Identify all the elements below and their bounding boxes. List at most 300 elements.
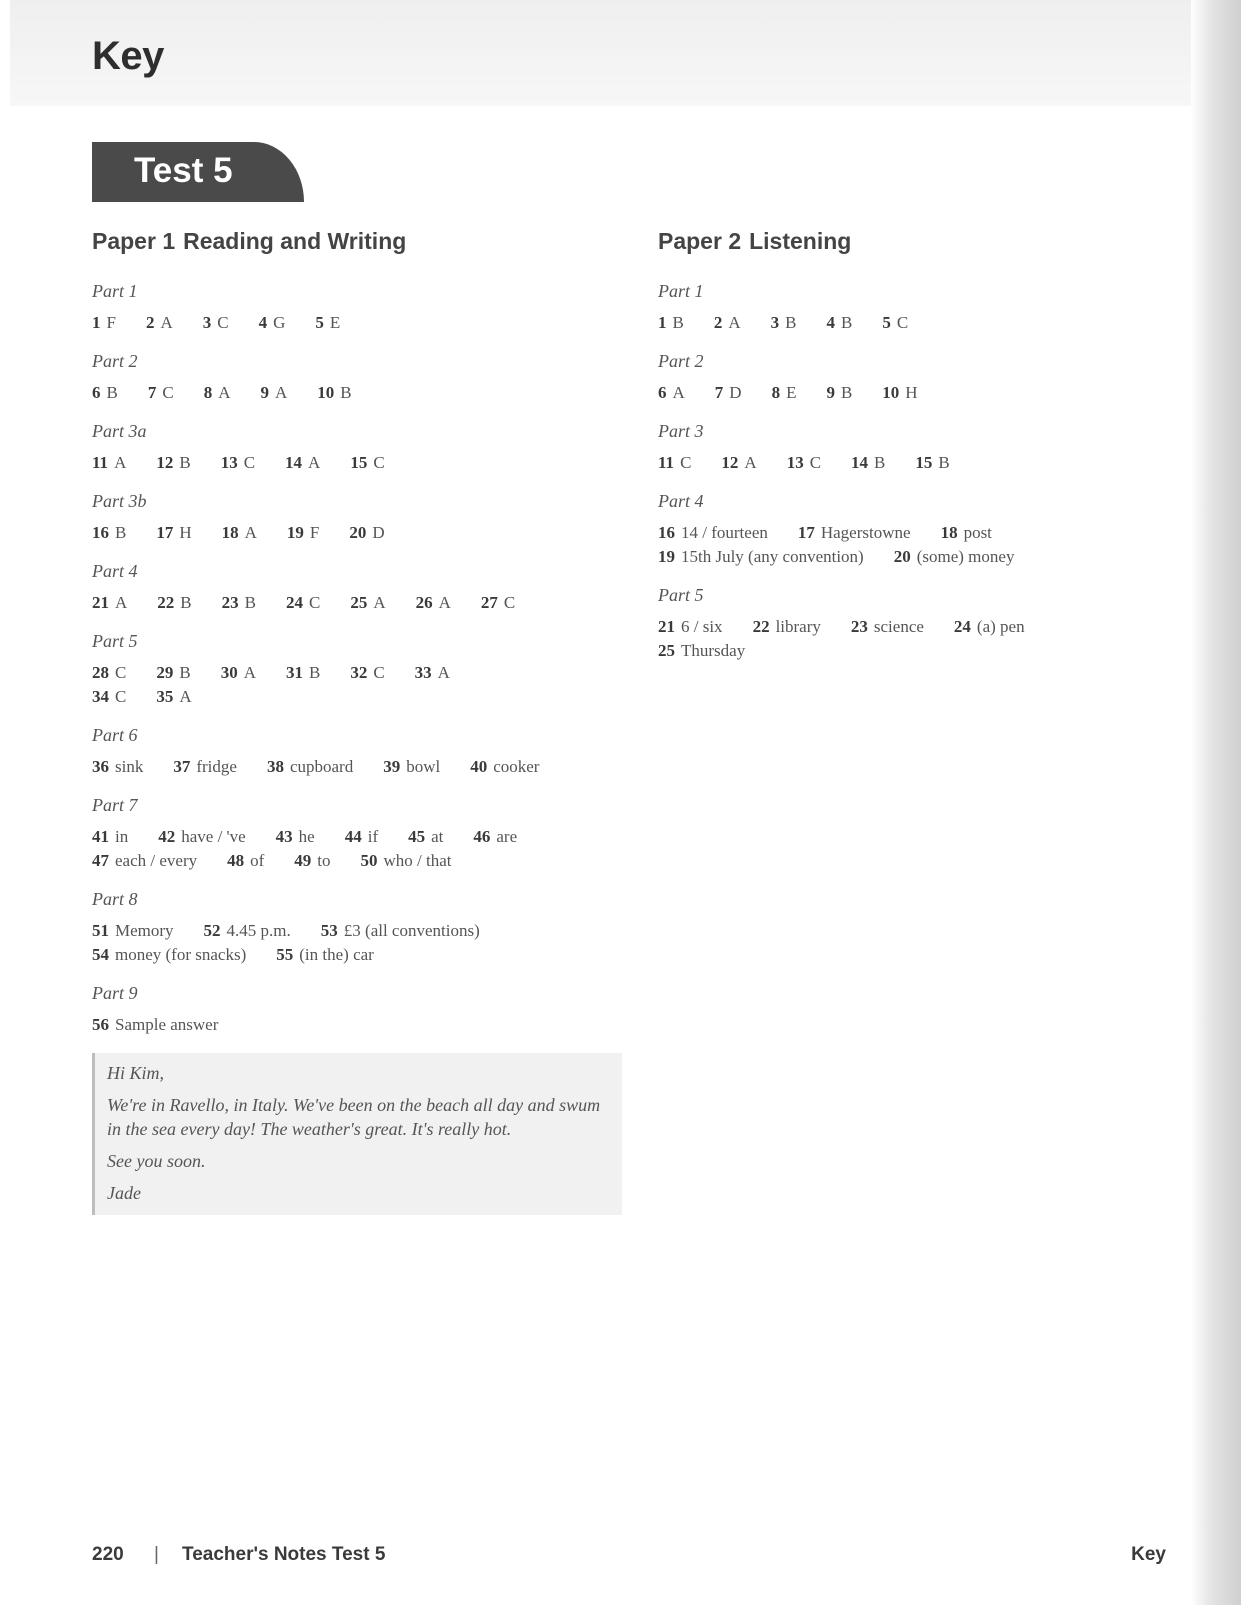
question-number: 52 [203, 921, 221, 940]
question-number: 6 [92, 383, 101, 402]
paper-heading [92, 228, 632, 255]
answer-part [92, 981, 632, 1037]
answer-text: he [298, 827, 315, 846]
parts-list [658, 279, 1098, 663]
question-number: 17 [797, 523, 815, 542]
answer-text: (a) pen [976, 617, 1025, 636]
answer-line [658, 381, 1098, 405]
question-number: 19 [658, 547, 675, 566]
part-title: Part 5 [658, 585, 704, 605]
question-number: 48 [227, 851, 245, 870]
answer-part [92, 349, 632, 405]
answer-text: A [160, 313, 173, 332]
question-number: 12 [156, 453, 174, 472]
footer-separator: | [154, 1544, 159, 1565]
part-title: Part 8 [92, 889, 138, 909]
answer-text: if [367, 827, 379, 846]
question-number: 30 [220, 663, 238, 682]
answer-item [92, 825, 128, 849]
question-number: 3 [770, 313, 780, 332]
letter-greeting: Hi Kim, [107, 1063, 165, 1083]
answer-item [350, 591, 385, 615]
answer-text: science [873, 617, 924, 636]
answer-text: B [840, 313, 853, 332]
answer-item [203, 311, 229, 335]
answer-text: Hagerstowne [820, 523, 911, 542]
page-edge-shadow [1191, 0, 1241, 1605]
answer-item [276, 825, 315, 849]
answer-text: H [905, 383, 918, 402]
answer-item [276, 943, 374, 967]
answer-text: B [179, 663, 191, 682]
question-number: 2 [713, 313, 723, 332]
question-number: 17 [156, 523, 174, 542]
answer-part [658, 583, 1098, 663]
answer-item [92, 661, 126, 685]
question-number: 43 [275, 827, 293, 846]
question-number: 14 [851, 453, 869, 472]
answer-text: B [340, 383, 352, 402]
answer-item [826, 381, 852, 405]
answer-line [658, 451, 1098, 475]
question-number: 23 [850, 617, 868, 636]
answer-item [92, 381, 118, 405]
question-number: 5 [882, 313, 891, 332]
answer-text: A [243, 663, 256, 682]
question-number: 41 [92, 827, 109, 846]
answer-item [345, 825, 378, 849]
answer-item [321, 919, 480, 943]
answer-item [826, 311, 852, 335]
letter-body: We're in Ravello, in Italy. We've been on the beach all day and swum in the sea every day! The weather's great. It's really hot. [107, 1095, 601, 1139]
question-number: 5 [315, 313, 324, 332]
answer-text: A [308, 453, 321, 472]
answer-item [260, 381, 287, 405]
answer-text: 4.45 p.m. [226, 921, 291, 940]
answer-text: A [728, 313, 741, 332]
answer-item [787, 451, 821, 475]
answer-item [204, 381, 231, 405]
part-title: Part 1 [658, 281, 704, 301]
answer-part [658, 349, 1098, 405]
answer-item [658, 311, 684, 335]
letter-closing: See you soon. [107, 1151, 206, 1171]
question-number: 20 [349, 523, 367, 542]
answer-text: D [372, 523, 385, 542]
answer-text: A [218, 383, 231, 402]
answer-text: cooker [493, 757, 540, 776]
answer-text: cupboard [289, 757, 354, 776]
question-number: 11 [92, 453, 109, 472]
answer-text: B [840, 383, 853, 402]
answer-text: A [373, 593, 386, 612]
answer-line [92, 685, 632, 709]
answer-item [350, 451, 384, 475]
question-number: 21 [658, 617, 675, 636]
answer-text: B [244, 593, 256, 612]
answer-text: B [106, 383, 118, 402]
answer-text: Sample answer [115, 1015, 219, 1034]
answer-item [259, 311, 286, 335]
answer-line [658, 615, 1098, 639]
question-number: 22 [752, 617, 770, 636]
part-title: Part 7 [92, 795, 138, 815]
answer-item [714, 311, 741, 335]
answer-line [92, 755, 632, 779]
answer-text: at [431, 827, 444, 846]
page-title: Key [92, 34, 164, 78]
answer-part [92, 793, 632, 873]
answer-item [798, 521, 911, 545]
part-title: Part 2 [92, 351, 138, 371]
answer-item [715, 381, 742, 405]
test-label: Test 5 [134, 151, 233, 190]
answer-text: H [179, 523, 192, 542]
answer-item [915, 451, 949, 475]
answer-item [221, 451, 255, 475]
question-number: 25 [658, 641, 675, 660]
answer-item [658, 545, 864, 569]
answer-text: B [785, 313, 797, 332]
part-title: Part 3 [658, 421, 704, 441]
answer-item [157, 591, 191, 615]
answer-item [383, 755, 440, 779]
answer-text: A [437, 663, 450, 682]
answer-item [156, 521, 191, 545]
answer-text: C [373, 663, 385, 682]
answer-text: to [317, 851, 331, 870]
question-number: 50 [360, 851, 378, 870]
answer-text: A [115, 593, 128, 612]
question-number: 38 [266, 757, 284, 776]
answer-item [315, 311, 340, 335]
parts-list [92, 279, 632, 1037]
answer-part [92, 489, 632, 545]
answer-item [285, 451, 320, 475]
answer-item [470, 755, 539, 779]
question-number: 53 [320, 921, 338, 940]
question-number: 44 [344, 827, 362, 846]
question-number: 10 [882, 383, 900, 402]
part-title: Part 3a [92, 421, 147, 441]
answer-item [658, 615, 723, 639]
question-number: 42 [158, 827, 176, 846]
question-number: 36 [92, 757, 109, 776]
answer-text: C [503, 593, 516, 612]
question-number: 37 [173, 757, 191, 776]
question-number: 18 [221, 523, 239, 542]
question-number: 9 [826, 383, 835, 402]
answer-text: C [162, 383, 174, 402]
part-title: Part 6 [92, 725, 138, 745]
answer-text: B [938, 453, 950, 472]
answer-text: who / that [383, 851, 452, 870]
question-number: 49 [294, 851, 312, 870]
question-number: 22 [157, 593, 175, 612]
question-number: 3 [202, 313, 212, 332]
answer-text: A [114, 453, 127, 472]
answer-item [771, 311, 797, 335]
question-number: 51 [92, 921, 109, 940]
answer-item [222, 521, 257, 545]
answer-item [851, 615, 924, 639]
answer-text: are [496, 827, 518, 846]
answer-item [92, 755, 143, 779]
answer-item [92, 919, 174, 943]
answer-text: C [809, 453, 822, 472]
question-number: 47 [92, 851, 109, 870]
answer-item [294, 849, 330, 873]
answer-text: money (for snacks) [115, 945, 247, 964]
paper-number: Paper 2 [658, 228, 742, 254]
answer-line [92, 521, 632, 545]
part-title: Part 9 [92, 983, 138, 1003]
answer-text: of [250, 851, 265, 870]
header-band [10, 0, 1200, 106]
paper-number: Paper 1 [92, 228, 176, 254]
answer-item [92, 943, 246, 967]
question-number: 7 [714, 383, 724, 402]
question-number: 19 [286, 523, 304, 542]
answer-text: C [680, 453, 692, 472]
paper-1-column [92, 228, 632, 1215]
section-label: Key [1131, 1544, 1166, 1565]
answer-text: C [115, 663, 127, 682]
answer-line [658, 639, 1098, 663]
answer-line [658, 521, 1098, 545]
answer-text: B [180, 593, 192, 612]
answer-item [92, 1013, 218, 1037]
answer-part [92, 279, 632, 335]
question-number: 16 [658, 523, 675, 542]
answer-text: 6 / six [681, 617, 723, 636]
question-number: 46 [473, 827, 491, 846]
answer-text: D [729, 383, 742, 402]
answer-item [415, 661, 450, 685]
part-title: Part 1 [92, 281, 138, 301]
question-number: 4 [258, 313, 268, 332]
question-number: 24 [285, 593, 303, 612]
answer-part [92, 723, 632, 779]
answer-text: C [373, 453, 385, 472]
question-number: 8 [203, 383, 213, 402]
answer-text: Memory [115, 921, 174, 940]
answer-item [92, 849, 197, 873]
question-number: 15 [350, 453, 368, 472]
question-number: 1 [92, 313, 101, 332]
answer-item [173, 755, 237, 779]
answer-item [158, 825, 245, 849]
answer-line [92, 451, 632, 475]
answer-line [92, 591, 632, 615]
paper-title: Listening [749, 228, 852, 254]
answer-line [92, 825, 632, 849]
question-number: 13 [220, 453, 238, 472]
answer-text: library [775, 617, 821, 636]
answer-line [92, 919, 632, 943]
question-number: 33 [414, 663, 432, 682]
question-number: 12 [721, 453, 739, 472]
answer-text: C [243, 453, 256, 472]
answer-text: C [308, 593, 321, 612]
answer-part [92, 559, 632, 615]
answer-item [287, 521, 319, 545]
answer-item [481, 591, 515, 615]
answer-item [350, 661, 384, 685]
question-number: 27 [480, 593, 498, 612]
letter-signature: Jade [107, 1183, 141, 1203]
answer-item [267, 755, 353, 779]
question-number: 10 [317, 383, 335, 402]
answer-text: A [244, 523, 257, 542]
answer-text: sink [115, 757, 144, 776]
answer-text: B [874, 453, 886, 472]
answer-item [156, 685, 191, 709]
question-number: 16 [92, 523, 109, 542]
question-number: 23 [221, 593, 239, 612]
answer-item [92, 451, 126, 475]
question-number: 14 [285, 453, 303, 472]
answer-item [148, 381, 174, 405]
question-number: 34 [92, 687, 109, 706]
question-number: 24 [953, 617, 971, 636]
question-number: 40 [470, 757, 488, 776]
answer-item [882, 381, 917, 405]
answer-text: G [273, 313, 286, 332]
question-number: 1 [658, 313, 667, 332]
answer-item [222, 591, 256, 615]
question-number: 8 [771, 383, 781, 402]
part-title: Part 5 [92, 631, 138, 651]
answer-text: E [786, 383, 797, 402]
answer-text: (in the) car [299, 945, 374, 964]
question-number: 35 [156, 687, 174, 706]
question-number: 2 [145, 313, 155, 332]
answer-item [658, 451, 691, 475]
part-title: Part 4 [658, 491, 704, 511]
answer-line [92, 311, 632, 335]
answer-item [286, 661, 320, 685]
question-number: 11 [658, 453, 675, 472]
answer-line [92, 381, 632, 405]
answer-item [361, 849, 452, 873]
answer-part [658, 279, 1098, 335]
question-number: 45 [408, 827, 426, 846]
answer-item [772, 381, 797, 405]
test-banner [92, 142, 304, 202]
answer-item [658, 639, 745, 663]
question-number: 6 [658, 383, 667, 402]
answer-text: in [115, 827, 129, 846]
answer-text: A [274, 383, 288, 402]
answer-text: F [309, 523, 320, 542]
page-number: 220 [92, 1544, 124, 1565]
answer-item [92, 685, 126, 709]
answer-item [286, 591, 320, 615]
answer-text: B [308, 663, 321, 682]
answer-item [204, 919, 291, 943]
paper-2-column [658, 228, 1098, 677]
answer-part [658, 419, 1098, 475]
answer-item [221, 661, 256, 685]
answer-text: Thursday [681, 641, 746, 660]
question-number: 32 [350, 663, 368, 682]
answer-text: £3 (all conventions) [343, 921, 480, 940]
question-number: 29 [156, 663, 174, 682]
answer-text: have / 've [181, 827, 246, 846]
answer-text: B [179, 453, 191, 472]
question-number: 25 [350, 593, 368, 612]
question-number: 26 [415, 593, 433, 612]
answer-item [753, 615, 821, 639]
part-title: Part 4 [92, 561, 138, 581]
answer-item [473, 825, 517, 849]
paper-title: Reading and Writing [183, 228, 407, 254]
question-number: 20 [893, 547, 911, 566]
answer-item [92, 591, 127, 615]
question-number: 13 [786, 453, 804, 472]
answer-item [851, 451, 885, 475]
question-number: 56 [92, 1015, 109, 1034]
answer-text: C [115, 687, 127, 706]
part-title: Part 3b [92, 491, 147, 511]
answer-part [92, 629, 632, 709]
answer-item [721, 451, 756, 475]
answer-line [658, 311, 1098, 335]
answer-text: A [672, 383, 685, 402]
answer-item [349, 521, 384, 545]
question-number: 54 [92, 945, 109, 964]
answer-text: 15th July (any convention) [681, 547, 864, 566]
answer-item [227, 849, 264, 873]
answer-part [658, 489, 1098, 569]
answer-text: 14 / fourteen [681, 523, 768, 542]
answer-text: C [217, 313, 229, 332]
answer-item [92, 521, 126, 545]
answer-text: A [744, 453, 757, 472]
answer-item [894, 545, 1015, 569]
question-number: 28 [92, 663, 109, 682]
answer-text: each / every [115, 851, 198, 870]
sample-letter [92, 1053, 622, 1215]
answer-text: B [672, 313, 684, 332]
answer-text: fridge [196, 757, 237, 776]
answer-item [156, 661, 190, 685]
running-title: Teacher's Notes Test 5 [182, 1544, 386, 1565]
question-number: 18 [940, 523, 958, 542]
question-number: 15 [915, 453, 933, 472]
question-number: 7 [147, 383, 157, 402]
answer-item [882, 311, 908, 335]
answer-text: bowl [406, 757, 441, 776]
answer-text: A [438, 593, 451, 612]
answer-item [416, 591, 451, 615]
answer-text: F [106, 313, 116, 332]
question-number: 9 [260, 383, 269, 402]
answer-text: post [963, 523, 992, 542]
answer-item [954, 615, 1025, 639]
question-number: 4 [826, 313, 835, 332]
answer-part [92, 887, 632, 967]
answer-text: B [115, 523, 127, 542]
question-number: 31 [285, 663, 303, 682]
answer-text: C [896, 313, 909, 332]
answer-item [317, 381, 351, 405]
question-number: 39 [383, 757, 401, 776]
answer-item [408, 825, 443, 849]
answer-item [658, 521, 768, 545]
part-title: Part 2 [658, 351, 704, 371]
